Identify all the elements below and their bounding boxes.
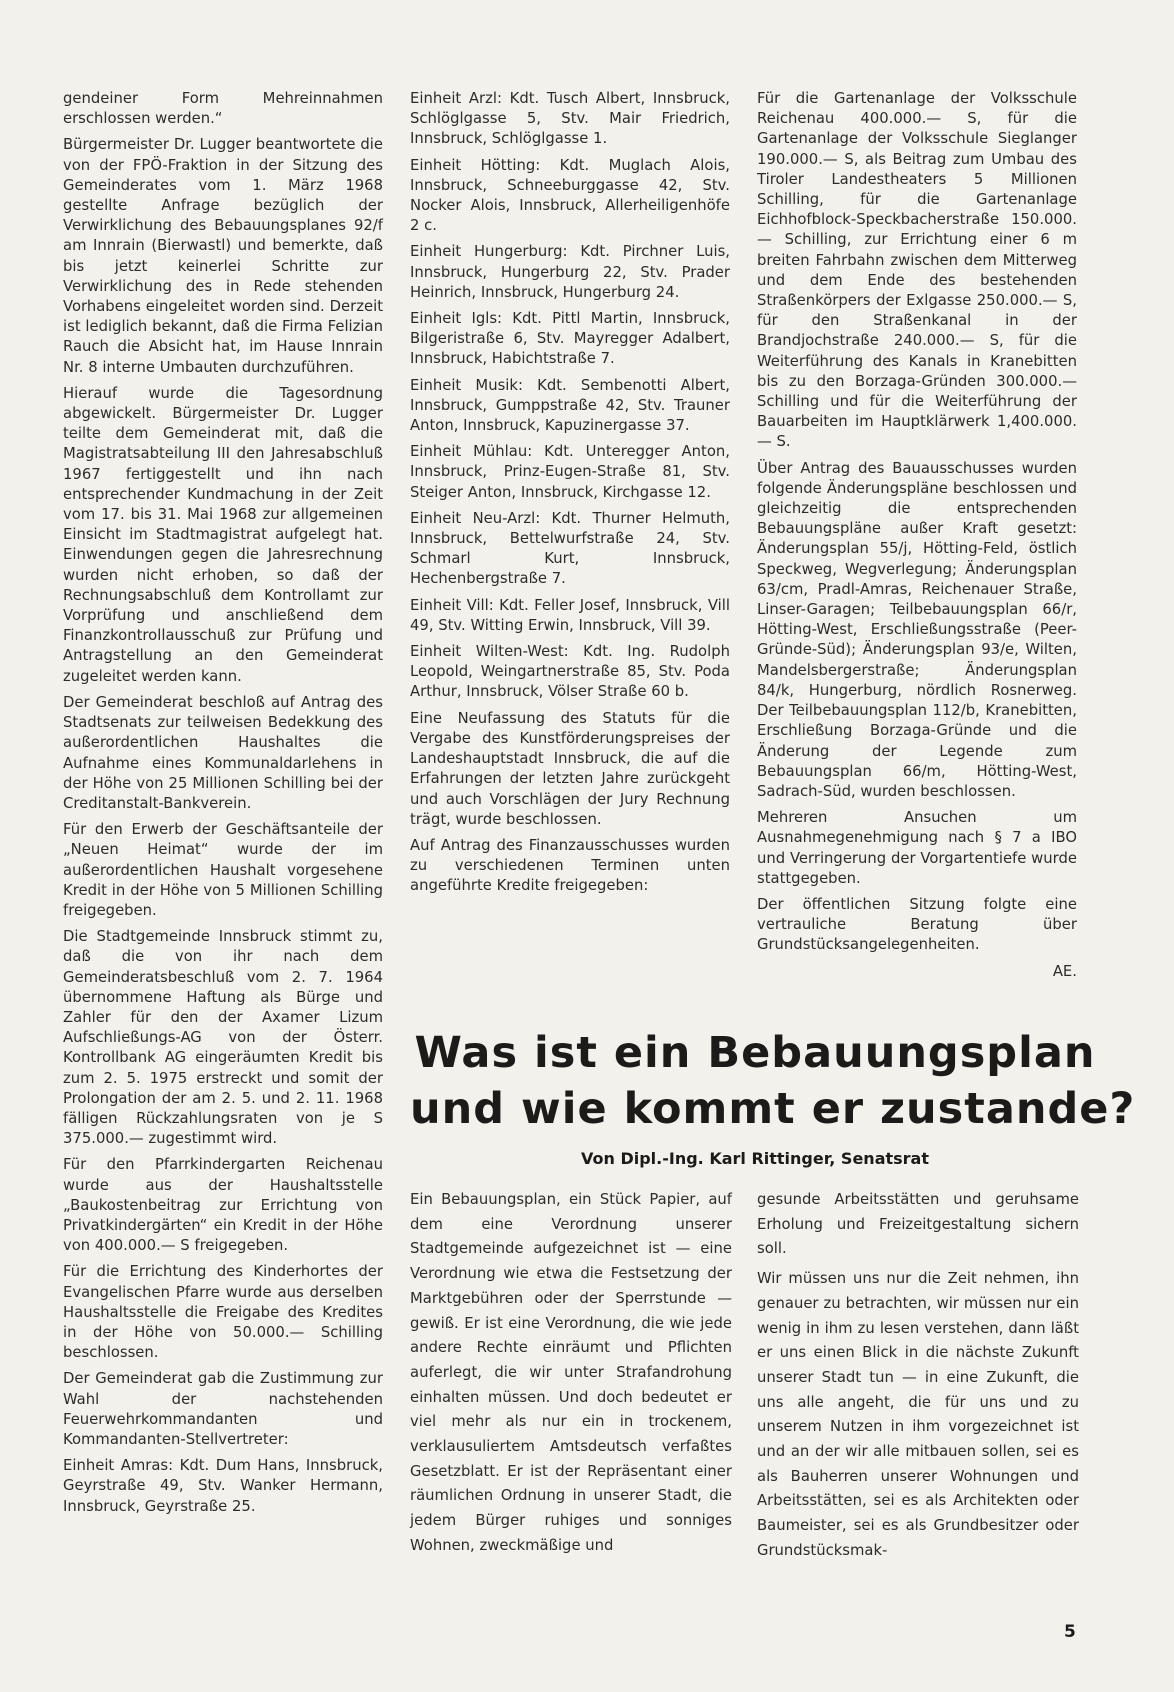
paragraph: Für die Errichtung des Kinderhortes der Evangelischen Pfarre wurde aus derselben Haushaltsstelle die Freigabe des Kredites in der Höhe von 50.000.— Schilling beschlossen. bbox=[63, 1263, 383, 1362]
page-number: 5 bbox=[1064, 1622, 1076, 1642]
paragraph: Bürgermeister Dr. Lugger beantwortete die von der FPÖ-Fraktion in der Sitzung des Gemeinderates vom 1. März 1968 gestellte Anfrage bezüglich der Verwirklichung des Bebauungsplanes 92/f am Innrain (Bierwastl) und bemerkte, daß bis jetzt keinerlei Schritte zur Verwirklichung des in Rede stehenden Vorhabens eingeleitet worden sind. Derzeit ist lediglich bekannt, daß die Firma Felizian Rauch die Absicht hat, im Hause Innrain Nr. 8 interne Umbauten durchzuführen. bbox=[63, 136, 383, 376]
column-1 bbox=[63, 89, 383, 1523]
paragraph: Einheit Amras: Kdt. Dum Hans, Innsbruck, Geyrstraße 49, Stv. Wanker Hermann, Innsbruck, Geyrstraße 25. bbox=[63, 1457, 383, 1515]
column-2 bbox=[410, 89, 730, 903]
paragraph: gendeiner Form Mehreinnahmen erschlossen werden.“ bbox=[63, 90, 383, 128]
headline-line-1: Was ist ein Bebauungsplan bbox=[414, 1028, 1096, 1078]
paragraph: Einheit Neu-Arzl: Kdt. Thurner Helmuth, Innsbruck, Bettelwurfstraße 24, Stv. Schmarl Kurt, Innsbruck, Hechenbergstraße 7. bbox=[410, 509, 730, 588]
author-signature: AE. bbox=[1052, 962, 1077, 980]
paragraph: Einheit Musik: Kdt. Sembenotti Albert, Innsbruck, Gumppstraße 42, Stv. Trauner Anton, Innsbruck, Kapuzinergasse 37. bbox=[410, 376, 730, 435]
paragraph: Für den Pfarrkindergarten Reichenau wurde aus der Haushaltsstelle „Baukostenbeitrag zur Errichtung von Privatkindergärten“ ein Kredit in der Höhe von 400.000.— S freigegeben. bbox=[63, 1156, 383, 1255]
paragraph: Einheit Hötting: Kdt. Muglach Alois, Innsbruck, Schneeburggasse 42, Stv. Nocker Alois, Innsbruck, Allerheiligenhöfe 2 c. bbox=[410, 156, 730, 235]
paragraph: Die Stadtgemeinde Innsbruck stimmt zu, daß die von ihr nach dem Gemeinderatsbeschluß vom 2. 7. 1964 übernommene Haftung als Bürge und Zahler für den der Axamer Lizum Aufschließungs-AG von der Österr. Kontrollbank AG eingeräumten Kredit bis zum 2. 5. 1975 erstreckt und somit der Prolongation der am 2. 5. und 2. 11. 1968 fälligen Rückzahlungsraten von je S 375.000.— zugestimmt wird. bbox=[63, 928, 383, 1148]
article-column-1 bbox=[410, 1188, 732, 1564]
paragraph: Einheit Hungerburg: Kdt. Pirchner Luis, Innsbruck, Hungerburg 22, Stv. Prader Heinrich, Innsbruck, Hungerburg 24. bbox=[410, 243, 730, 301]
paragraph: Für die Gartenanlage der Volksschule Reichenau 400.000.— S, für die Gartenanlage der Volksschule Sieglanger 190.000.— S, als Beitrag zum Umbau des Tiroler Landestheaters 5 Millionen Schilling, für die Gartenanlage Eichhofblock-Speckbacherstraße 150.000.— Schilling, zur Errichtung einer 6 m breiten Fahrbahn zwischen dem Mitterweg und dem Ende des bestehenden Straßenkörpers der Exlgasse 250.000.— S, für den Straßenkanal in der Brandjochstraße 240.000.— S, für die Weiterführung des Kanals in Kranebitten bis zu den Borzaga-Gründen 300.000.— Schilling und für die Weiterführung der Bauarbeiten im Hauptklärwerk 1,400.000.— S. bbox=[757, 90, 1077, 451]
column-3 bbox=[757, 89, 1077, 988]
paragraph: Ein Bebauungsplan, ein Stück Papier, auf dem eine Verordnung unserer Stadtgemeinde aufgezeichnet ist — eine Verordnung wie etwa die Festsetzung der Marktgebühren oder der Sperrstunde — gewiß. Er ist eine Verordnung, die wie jede andere Rechte einräumt und Pflichten auferlegt, die wir unter Strafandrohung einhalten müssen. Und doch bedeutet er viel mehr als nur ein in trockenem, verklausuliertem Amtsdeutsch verfaßtes Gesetzblatt. Er ist der Repräsentant einer räumlichen Ordnung in unserer Stadt, die jedem Bürger ruhiges und sonniges Wohnen, zweckmäßige und bbox=[410, 1191, 732, 1554]
paragraph: Der Gemeinderat gab die Zustimmung zur Wahl der nachstehenden Feuerwehrkommandanten und Kommandanten-Stellvertreter: bbox=[63, 1370, 383, 1448]
article-byline: Von Dipl.-Ing. Karl Rittinger, Senatsrat bbox=[580, 1149, 929, 1168]
paragraph: Über Antrag des Bauausschusses wurden folgende Änderungspläne beschlossen und gleichzeitig die entsprechenden Bebauungspläne außer Kraft gesetzt: Änderungsplan 55/j, Hötting-Feld, östlich Speckweg, Wegverlegung; Änderungsplan 63/cm, Pradl-Amras, Reichenauer Straße, Linser-Garagen; Teilbebauungsplan 66/r, Hötting-West, Erschließungsstraße (Peer-Gründe-Süd); Änderungsplan 93/e, Wilten, Mandelsbergerstraße; Änderungsplan 84/k, Hungerburg, nördlich Rosnerweg. Der Teilbebauungsplan 112/b, Kranebitten, Erschließung Borzaga-Gründe und die Änderung der Legende zum Bebauungsplan 66/m, Hötting-West, Sadrach-Süd, wurden beschlossen. bbox=[757, 459, 1077, 800]
paragraph: Einheit Vill: Kdt. Feller Josef, Innsbruck, Vill 49, Stv. Witting Erwin, Innsbruck, Vill 39. bbox=[410, 596, 730, 634]
paragraph: Einheit Igls: Kdt. Pittl Martin, Innsbruck, Bilgeristraße 6, Stv. Mayregger Adalbert, Innsbruck, Habichtstraße 7. bbox=[410, 310, 730, 368]
paragraph: Für den Erwerb der Geschäftsanteile der „Neuen Heimat“ wurde der im außerordentlichen Haushalt vorgesehene Kredit in der Höhe von 5 Millionen Schilling freigegeben. bbox=[63, 821, 383, 919]
paragraph: Auf Antrag des Finanzausschusses wurden zu verschiedenen Terminen unten angeführte Kredite freigegeben: bbox=[410, 836, 730, 895]
paragraph: Einheit Wilten-West: Kdt. Ing. Rudolph Leopold, Weingartnerstraße 85, Stv. Poda Arthur, Innsbruck, Völser Straße 60 b. bbox=[410, 643, 730, 701]
article-column-2 bbox=[757, 1188, 1079, 1569]
headline-line-2: und wie kommt er zustande? bbox=[410, 1084, 1136, 1134]
paragraph: Der öffentlichen Sitzung folgte eine vertrauliche Beratung über Grundstücksangelegenheiten. bbox=[757, 895, 1077, 954]
paragraph: Einheit Arzl: Kdt. Tusch Albert, Innsbruck, Schlöglgasse 5, Stv. Mair Friedrich, Innsbruck, Schlöglgasse 1. bbox=[410, 90, 730, 148]
paragraph: Einheit Mühlau: Kdt. Unteregger Anton, Innsbruck, Prinz-Eugen-Straße 81, Stv. Steiger Anton, Innsbruck, Kirchgasse 12. bbox=[410, 443, 730, 501]
paragraph: Wir müssen uns nur die Zeit nehmen, ihn genauer zu betrachten, wir müssen nur ein wenig in ihm zu lesen verstehen, dann läßt er uns einen Blick in die nächste Zukunft unserer Stadt tun — in eine Zukunft, die uns alle angeht, die für uns und zu unserem Nutzen in ihm vorgezeichnet ist und an der wir alle mitbauen sollen, sei es als Bauherren unserer Wohnungen und Arbeitsstätten, sei es als Architekten oder Baumeister, sei es als Grundbesitzer oder Grundstücksmak- bbox=[757, 1270, 1079, 1559]
paragraph: gesunde Arbeitsstätten und geruhsame Erholung und Freizeitgestaltung sichern soll. bbox=[757, 1191, 1079, 1258]
paragraph: Eine Neufassung des Statuts für die Vergabe des Kunstförderungspreises der Landeshauptstadt Innsbruck, die auf die Erfahrungen der letzten Jahre zurückgeht und auch Vorschlägen der Jury Rechnung trägt, wurde beschlossen. bbox=[410, 709, 730, 828]
article-headline bbox=[410, 1025, 1136, 1137]
paragraph: Hierauf wurde die Tagesordnung abgewickelt. Bürgermeister Dr. Lugger teilte dem Gemeinderat mit, daß die Magistratsabteilung III den Jahresabschluß 1967 fertiggestellt und ihn nach entsprechender Kundmachung in der Zeit vom 17. bis 31. Mai 1968 zur allgemeinen Einsicht im Stadtmagistrat aufgelegt hat. Einwendungen gegen die Jahresrechnung wurden nicht erhoben, so daß der Rechnungsabschluß dem Kontrollamt zur Vorprüfung und anschließend dem Finanzkontrollausschuß zur Prüfung und Antragstellung an den Gemeinderat zugeleitet werden kann. bbox=[63, 384, 383, 685]
paragraph: Der Gemeinderat beschloß auf Antrag des Stadtsenats zur teilweisen Bedekkung des außerordentlichen Haushaltes die Aufnahme eines Kommunaldarlehens in der Höhe von 25 Millionen Schilling bei der Creditanstalt-Bankverein. bbox=[63, 693, 383, 812]
paragraph: Mehreren Ansuchen um Ausnahmegenehmigung nach § 7 a IBO und Verringerung der Vorgartentiefe wurde stattgegeben. bbox=[757, 809, 1077, 887]
